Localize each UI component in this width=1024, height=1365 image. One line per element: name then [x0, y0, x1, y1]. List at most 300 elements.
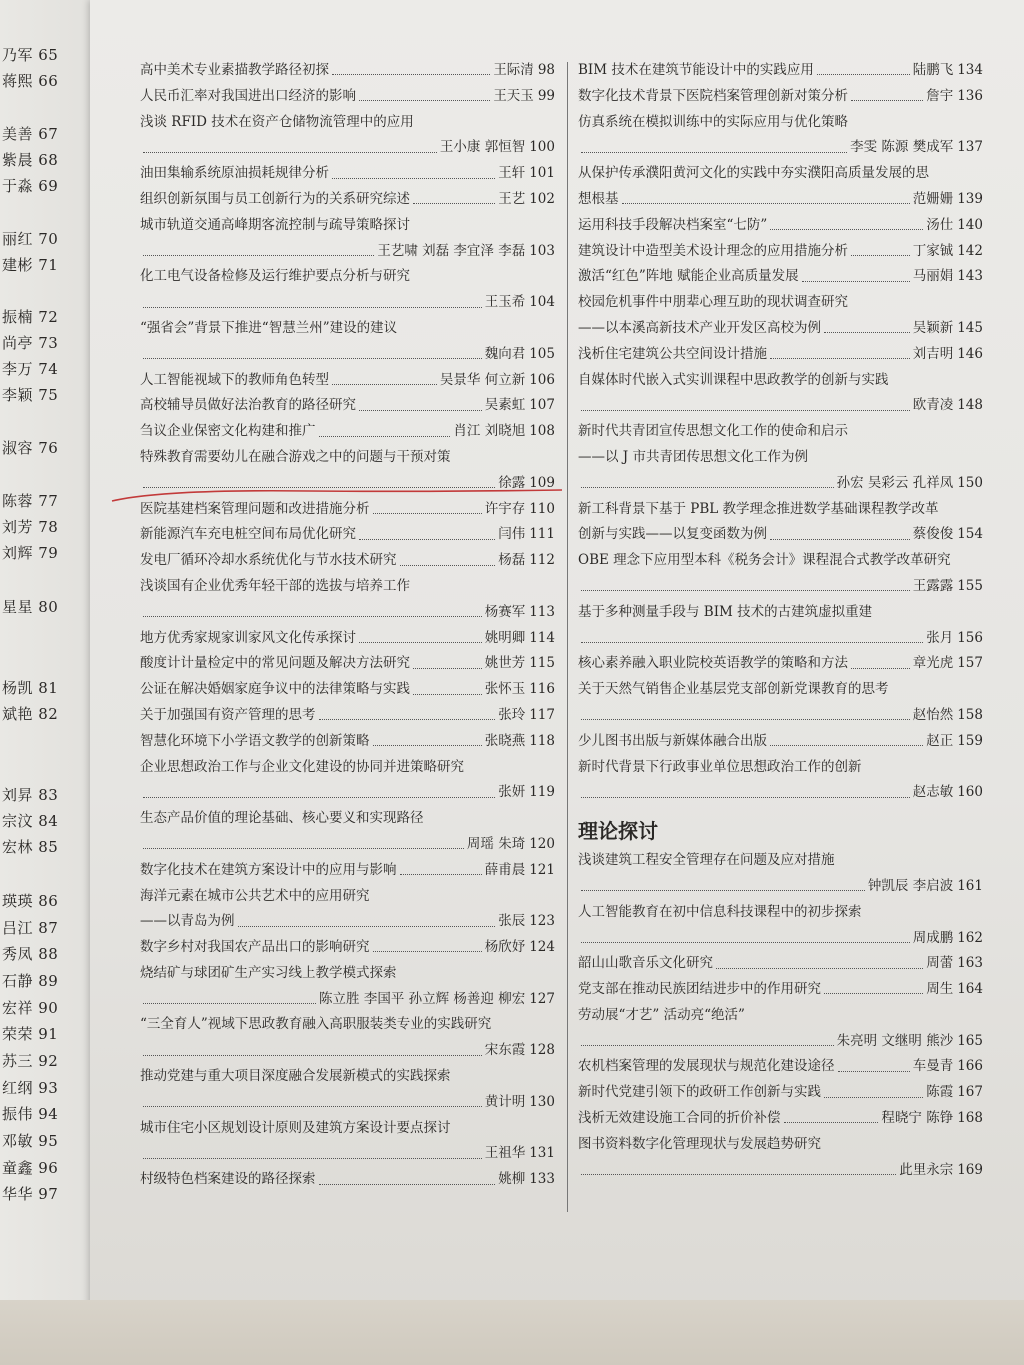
- entry-author: 钟凯辰 李启波: [867, 877, 954, 894]
- entry-author: 王小康 郭恒智: [439, 139, 526, 156]
- prev-page-entry: 刘芳 78: [2, 518, 59, 536]
- prev-page-entry: 建彬 71: [2, 256, 59, 274]
- leader-dots: [332, 384, 437, 385]
- entry-title: 农机档案管理的发展现状与规范化建设途径: [578, 1058, 835, 1075]
- entry-author: 王艺: [498, 190, 526, 207]
- entry-title: 新能源汽车充电桩空间布局优化研究: [140, 526, 356, 543]
- entry-author: 张怀玉: [484, 681, 526, 698]
- leader-dots: [851, 100, 923, 101]
- toc-entry: [140, 1090, 555, 1116]
- toc-entry: [140, 677, 555, 703]
- entry-title: 海洋元素在城市公共艺术中的应用研究: [140, 887, 370, 904]
- leader-dots: [143, 358, 482, 359]
- prev-page-entry: 华华 97: [2, 1185, 59, 1203]
- prev-page-entry: 蒋熙 66: [2, 72, 59, 90]
- toc-entry: [578, 1054, 983, 1080]
- leader-dots: [581, 642, 923, 643]
- entry-title: ——以青岛为例: [140, 913, 235, 930]
- toc-entry: [578, 342, 983, 368]
- toc-entry: [578, 874, 983, 900]
- entry-page: 99: [537, 87, 555, 104]
- toc-entry: [578, 161, 983, 187]
- prev-page-entry: 石静 89: [2, 972, 59, 990]
- entry-author: 赵怡然: [912, 706, 954, 723]
- entry-page: 155: [957, 577, 983, 594]
- entry-title: 医院基建档案管理问题和改进措施分析: [140, 500, 370, 517]
- entry-author: 张妍: [498, 784, 526, 801]
- section-heading: 理论探讨: [578, 819, 658, 844]
- toc-entry: [140, 393, 555, 419]
- toc-entry: [140, 316, 555, 342]
- entry-page: 128: [529, 1042, 555, 1059]
- entry-title: 浅谈国有企业优秀年轻干部的选拔与培养工作: [140, 577, 410, 594]
- toc-entry: [140, 84, 555, 110]
- prev-page-entry: 李万 74: [2, 360, 59, 378]
- toc-entry: [140, 574, 555, 600]
- toc-entry: [140, 729, 555, 755]
- toc-entry: [140, 522, 555, 548]
- prev-page-entry: 宗汶 84: [2, 812, 59, 830]
- entry-page: 110: [529, 500, 555, 517]
- leader-dots: [319, 719, 496, 720]
- prev-page-entry: 邓敏 95: [2, 1132, 59, 1150]
- toc-entry: [578, 316, 983, 342]
- entry-title: 从保护传承濮阳黄河文化的实践中夯实濮阳高质量发展的思: [578, 165, 929, 182]
- entry-author: 许宇存: [484, 500, 526, 517]
- entry-page: 154: [957, 526, 983, 543]
- entry-author: 朱亮明 文继明 熊沙: [836, 1032, 954, 1049]
- toc-entry: [140, 806, 555, 832]
- leader-dots: [143, 1003, 316, 1004]
- leader-dots: [238, 926, 496, 927]
- prev-page-entry: 尚亭 73: [2, 334, 59, 352]
- prev-page-entry: 荣荣 91: [2, 1025, 59, 1043]
- toc-entry: [140, 161, 555, 187]
- entry-author: 赵志敏: [912, 784, 954, 801]
- entry-page: 142: [957, 242, 983, 259]
- table-surface: [0, 1300, 1024, 1365]
- entry-author: 黄计明: [484, 1093, 526, 1110]
- leader-dots: [143, 307, 482, 308]
- toc-entry: [140, 1064, 555, 1090]
- entry-author: 姚世芳: [484, 655, 526, 672]
- toc-entry: [140, 1038, 555, 1064]
- entry-author: 王祖华: [484, 1145, 526, 1162]
- entry-page: 108: [529, 423, 555, 440]
- entry-author: 欧青凌: [912, 397, 954, 414]
- toc-entry: [578, 1158, 983, 1184]
- entry-title: OBE 理念下应用型本科《税务会计》课程混合式教学改革研究: [578, 552, 951, 569]
- previous-page-edge: [0, 0, 90, 1310]
- entry-page: 113: [529, 603, 555, 620]
- leader-dots: [817, 74, 910, 75]
- entry-title: 企业思想政治工作与企业文化建设的协同并进策略研究: [140, 758, 464, 775]
- leader-dots: [413, 694, 482, 695]
- entry-title: 烧结矿与球团矿生产实习线上教学模式探索: [140, 964, 397, 981]
- entry-title: 刍议企业保密文化构建和推广: [140, 423, 316, 440]
- toc-entry: [578, 600, 983, 626]
- toc-entry: [140, 290, 555, 316]
- leader-dots: [143, 1106, 482, 1107]
- entry-title: 生态产品价值的理论基础、核心要义和实现路径: [140, 810, 424, 827]
- entry-title: ——以本溪高新技术产业开发区高校为例: [578, 319, 821, 336]
- leader-dots: [581, 942, 910, 943]
- entry-author: 周生: [926, 981, 954, 998]
- entry-author: 张玲: [498, 706, 526, 723]
- leader-dots: [581, 152, 847, 153]
- right-entries: [578, 58, 983, 806]
- prev-page-entry: 丽红 70: [2, 230, 59, 248]
- toc-entry: [578, 574, 983, 600]
- entry-title: 仿真系统在模拟训练中的实际应用与优化策略: [578, 113, 848, 130]
- toc-entry: [578, 110, 983, 136]
- leader-dots: [581, 1174, 896, 1175]
- leader-dots: [332, 74, 490, 75]
- toc-entry: [578, 58, 983, 84]
- entry-title: 关于加强国有资产管理的思考: [140, 706, 316, 723]
- entry-author: 杨磊: [498, 552, 526, 569]
- entry-page: 112: [529, 552, 555, 569]
- toc-entry: [140, 58, 555, 84]
- toc-entry: [578, 900, 983, 926]
- toc-entry: [578, 264, 983, 290]
- prev-page-entry: 刘昇 83: [2, 786, 59, 804]
- entry-page: 107: [529, 397, 555, 414]
- leader-dots: [359, 100, 490, 101]
- entry-author: 此里永宗: [899, 1161, 954, 1178]
- prev-page-entry: 刘辉 79: [2, 544, 59, 562]
- entry-title: 新工科背景下基于 PBL 教学理念推进数学基础课程教学改革: [578, 500, 939, 517]
- leader-dots: [581, 1045, 834, 1046]
- leader-dots: [581, 487, 834, 488]
- entry-author: 王轩: [498, 165, 526, 182]
- entry-title: 自媒体时代嵌入式实训课程中思政教学的创新与实践: [578, 371, 889, 388]
- entry-title: 人民币汇率对我国进出口经济的影响: [140, 87, 356, 104]
- prev-page-entry: 斌艳 82: [2, 705, 59, 723]
- leader-dots: [359, 642, 482, 643]
- toc-entry: [140, 780, 555, 806]
- toc-entry: [578, 1080, 983, 1106]
- toc-entry: [578, 290, 983, 316]
- entry-page: 163: [957, 955, 983, 972]
- entry-author: 范姗姗: [912, 190, 954, 207]
- entry-page: 102: [529, 190, 555, 207]
- entry-title: 数字乡村对我国农产品出口的影响研究: [140, 939, 370, 956]
- toc-entry: [140, 858, 555, 884]
- toc-entry: [578, 548, 983, 574]
- toc-entry: [140, 264, 555, 290]
- entry-author: 张辰: [498, 913, 526, 930]
- toc-entry: [140, 110, 555, 136]
- entry-title: 高中美术专业素描教学路径初探: [140, 62, 329, 78]
- entry-title: 推动党建与重大项目深度融合发展新模式的实践探索: [140, 1068, 451, 1085]
- entry-page: 140: [957, 216, 983, 233]
- toc-entry: [578, 419, 983, 445]
- prev-page-entry: 吕江 87: [2, 919, 59, 937]
- toc-right-column: [578, 58, 983, 1183]
- entry-page: 115: [529, 655, 555, 672]
- entry-title: 高校辅导员做好法治教育的路径研究: [140, 397, 356, 414]
- toc-entry: [140, 1012, 555, 1038]
- entry-title: 地方优秀家规家训家风文化传承探讨: [140, 629, 356, 646]
- toc-entry: [140, 213, 555, 239]
- entry-title: 基于多种测量手段与 BIM 技术的古建筑虚拟重建: [578, 603, 873, 620]
- entry-page: 145: [957, 319, 983, 336]
- toc-entry: [140, 548, 555, 574]
- leader-dots: [770, 358, 910, 359]
- entry-page: 137: [957, 139, 983, 156]
- toc-entry: [140, 1116, 555, 1142]
- entry-author: 孙宏 吴彩云 孔祥凤: [836, 474, 954, 491]
- entry-author: 王天玉: [493, 87, 534, 104]
- leader-dots: [143, 1055, 482, 1056]
- prev-page-entry: 于淼 69: [2, 177, 59, 195]
- leader-dots: [824, 993, 923, 994]
- entry-title: 新时代背景下行政事业单位思想政治工作的创新: [578, 758, 862, 775]
- entry-page: 164: [957, 981, 983, 998]
- toc-entry: [140, 755, 555, 781]
- entry-page: 156: [957, 629, 983, 646]
- entry-title: 公证在解决婚姻家庭争议中的法律策略与实践: [140, 681, 410, 698]
- leader-dots: [824, 1097, 923, 1098]
- entry-author: 魏向君: [484, 345, 526, 362]
- toc-entry: [578, 84, 983, 110]
- entry-title: 校园危机事件中朋辈心理互助的现状调查研究: [578, 294, 848, 311]
- toc-entry: [578, 213, 983, 239]
- toc-entry: [140, 419, 555, 445]
- entry-title: 浅析无效建设施工合同的折价补偿: [578, 1110, 781, 1127]
- toc-entry: [140, 135, 555, 161]
- entry-author: 蔡俊俊: [912, 526, 954, 543]
- leader-dots: [400, 565, 496, 566]
- entry-page: 106: [529, 371, 555, 388]
- toc-entry: [140, 909, 555, 935]
- red-pen-underline: [110, 488, 565, 504]
- toc-entry: [578, 729, 983, 755]
- entry-page: 118: [529, 732, 555, 749]
- leader-dots: [359, 410, 482, 411]
- entry-title: 图书资料数字化管理现状与发展趋势研究: [578, 1135, 821, 1152]
- toc-entry: [140, 651, 555, 677]
- entry-author: 吴素虹: [484, 397, 526, 414]
- entry-title: 浅谈 RFID 技术在资产仓储物流管理中的应用: [140, 113, 414, 130]
- toc-entry: [140, 935, 555, 961]
- leader-dots: [716, 968, 923, 969]
- prev-page-entry: 李颖 75: [2, 386, 59, 404]
- leader-dots: [373, 745, 482, 746]
- entry-author: 张晓燕: [484, 732, 526, 749]
- entry-title: 人工智能教育在初中信息科技课程中的初步探索: [578, 903, 862, 920]
- entry-page: 160: [957, 784, 983, 801]
- entry-page: 111: [529, 526, 555, 543]
- leader-dots: [332, 178, 495, 179]
- toc-entry: [578, 755, 983, 781]
- leader-dots: [581, 719, 910, 720]
- entry-page: 130: [529, 1093, 555, 1110]
- toc-entry: [140, 342, 555, 368]
- entry-author: 杨欣妤: [484, 939, 526, 956]
- toc-entry: [578, 977, 983, 1003]
- entry-author: 李雯 陈源 樊成军: [850, 139, 954, 156]
- entry-page: 148: [957, 397, 983, 414]
- column-divider: [567, 62, 568, 1212]
- entry-title: 浅谈建筑工程安全管理存在问题及应对措施: [578, 852, 835, 869]
- toc-entry: [578, 187, 983, 213]
- entry-page: 103: [529, 242, 555, 259]
- leader-dots: [373, 513, 482, 514]
- leader-dots: [851, 255, 910, 256]
- entry-author: 肖江 刘晓旭: [453, 423, 526, 440]
- entry-page: 123: [529, 913, 555, 930]
- prev-page-entry: 紫晨 68: [2, 151, 59, 169]
- entry-page: 104: [529, 294, 555, 311]
- toc-entry: [578, 1003, 983, 1029]
- entry-title: “三全育人”视域下思政教育融入高职服装类专业的实践研究: [140, 1016, 492, 1033]
- entry-title: 村级特色档案建设的路径探索: [140, 1171, 316, 1188]
- toc-entry: [140, 1141, 555, 1167]
- leader-dots: [400, 874, 482, 875]
- entry-title: 油田集输系统原油损耗规律分析: [140, 165, 329, 182]
- prev-page-entry: 童鑫 96: [2, 1159, 59, 1177]
- entry-author: 杨赛军: [484, 603, 526, 620]
- leader-dots: [373, 951, 482, 952]
- toc-entry: [140, 1167, 555, 1193]
- entry-title: 少儿图书出版与新媒体融合出版: [578, 732, 767, 749]
- entry-title: 酸度计计量检定中的常见问题及解决方法研究: [140, 655, 410, 672]
- entry-author: 王露露: [912, 577, 954, 594]
- entry-title: 智慧化环境下小学语文教学的创新策略: [140, 732, 370, 749]
- leader-dots: [143, 255, 374, 256]
- entry-author: 章光虎: [912, 655, 954, 672]
- entry-title: 激活“红色”阵地 赋能企业高质量发展: [578, 268, 799, 285]
- prev-page-entry: 秀凤 88: [2, 945, 59, 963]
- entry-page: 119: [529, 784, 555, 801]
- toc-entry: [578, 522, 983, 548]
- leader-dots: [770, 539, 910, 540]
- entry-title: 党支部在推动民族团结进步中的作用研究: [578, 981, 821, 998]
- leader-dots: [413, 668, 482, 669]
- entry-author: 程晓宁 陈铮: [881, 1110, 954, 1127]
- leader-dots: [622, 203, 910, 204]
- entry-title: 创新与实践——以复变函数为例: [578, 526, 767, 543]
- entry-page: 121: [529, 861, 555, 878]
- entry-page: 161: [957, 877, 983, 894]
- entry-title: 劳动展“才艺” 活动亮“绝活”: [578, 1006, 745, 1023]
- leader-dots: [143, 848, 464, 849]
- entry-title: 特殊教育需要幼儿在融合游戏之中的问题与干预对策: [140, 448, 451, 465]
- entry-page: 146: [957, 345, 983, 362]
- entry-page: 131: [529, 1145, 555, 1162]
- entry-author: 周蕾: [926, 955, 954, 972]
- entry-page: 105: [529, 345, 555, 362]
- entry-page: 136: [957, 87, 983, 104]
- prev-page-entry: 振伟 94: [2, 1105, 59, 1123]
- toc-entry: [140, 832, 555, 858]
- toc-entry: [140, 239, 555, 265]
- prev-page-entry: 美善 67: [2, 125, 59, 143]
- toc-entry: [578, 780, 983, 806]
- leader-dots: [838, 1071, 910, 1072]
- entry-title: 新时代党建引领下的政研工作创新与实践: [578, 1084, 821, 1101]
- leader-dots: [581, 797, 910, 798]
- entry-title: 化工电气设备检修及运行维护要点分析与研究: [140, 268, 410, 285]
- toc-entry: [578, 951, 983, 977]
- leader-dots: [319, 436, 451, 437]
- section-entries: [578, 848, 983, 1183]
- leader-dots: [784, 1122, 879, 1123]
- prev-page-entry: 宏祥 90: [2, 999, 59, 1017]
- leader-dots: [581, 410, 910, 411]
- entry-author: 王际清: [493, 62, 534, 78]
- leader-dots: [802, 281, 910, 282]
- toc-entry: [578, 239, 983, 265]
- entry-page: 166: [957, 1058, 983, 1075]
- entry-author: 闫伟: [498, 526, 526, 543]
- toc-left-column: [140, 58, 555, 1193]
- entry-title: 核心素养融入职业院校英语教学的策略和方法: [578, 655, 848, 672]
- entry-title: 运用科技手段解决档案室“七防”: [578, 216, 768, 233]
- entry-title: 数字化技术背景下医院档案管理创新对策分析: [578, 87, 848, 104]
- toc-entry: [578, 848, 983, 874]
- entry-page: 120: [529, 835, 555, 852]
- entry-author: 陆鹏飞: [912, 62, 954, 78]
- entry-page: 117: [529, 706, 555, 723]
- toc-entry: [578, 393, 983, 419]
- prev-page-entry: 陈蓉 77: [2, 492, 59, 510]
- leader-dots: [770, 745, 923, 746]
- entry-author: 王玉希: [484, 294, 526, 311]
- entry-title: 人工智能视域下的教师角色转型: [140, 371, 329, 388]
- entry-title: 浅析住宅建筑公共空间设计措施: [578, 345, 767, 362]
- toc-entry: [140, 368, 555, 394]
- entry-author: 陈霞: [926, 1084, 954, 1101]
- entry-page: 139: [957, 190, 983, 207]
- toc-entry: [578, 471, 983, 497]
- entry-page: 133: [529, 1171, 555, 1188]
- entry-author: 姚柳: [498, 1171, 526, 1188]
- entry-author: 徐露: [498, 474, 526, 491]
- toc-entry: [578, 1029, 983, 1055]
- entry-page: 165: [957, 1032, 983, 1049]
- toc-entry: [140, 600, 555, 626]
- entry-title: 城市轨道交通高峰期客流控制与疏导策略探讨: [140, 216, 410, 233]
- toc-entry: [578, 368, 983, 394]
- entry-author: 姚明卿: [484, 629, 526, 646]
- prev-page-entry: 红纲 93: [2, 1079, 59, 1097]
- entry-author: 王艺啸 刘磊 李宜泽 李磊: [377, 242, 526, 259]
- entry-page: 159: [957, 732, 983, 749]
- entry-page: 114: [529, 629, 555, 646]
- leader-dots: [359, 539, 495, 540]
- entry-page: 101: [529, 165, 555, 182]
- leader-dots: [581, 890, 865, 891]
- leader-dots: [851, 668, 910, 669]
- entry-page: 168: [957, 1110, 983, 1127]
- toc-entry: [578, 1106, 983, 1132]
- entry-title: 城市住宅小区规划设计原则及建筑方案设计要点探讨: [140, 1119, 451, 1136]
- prev-page-entry: 杨凯 81: [2, 679, 59, 697]
- prev-page-entry: 淑容 76: [2, 439, 59, 457]
- toc-entry: [578, 497, 983, 523]
- prev-page-entry: 瑛瑛 86: [2, 892, 59, 910]
- toc-entry: [140, 445, 555, 471]
- leader-dots: [824, 332, 910, 333]
- entry-title: “强省会”背景下推进“智慧兰州”建设的建议: [140, 319, 398, 336]
- entry-author: 吴颖新: [912, 319, 954, 336]
- entry-page: 157: [957, 655, 983, 672]
- entry-page: 167: [957, 1084, 983, 1101]
- toc-entry: [140, 884, 555, 910]
